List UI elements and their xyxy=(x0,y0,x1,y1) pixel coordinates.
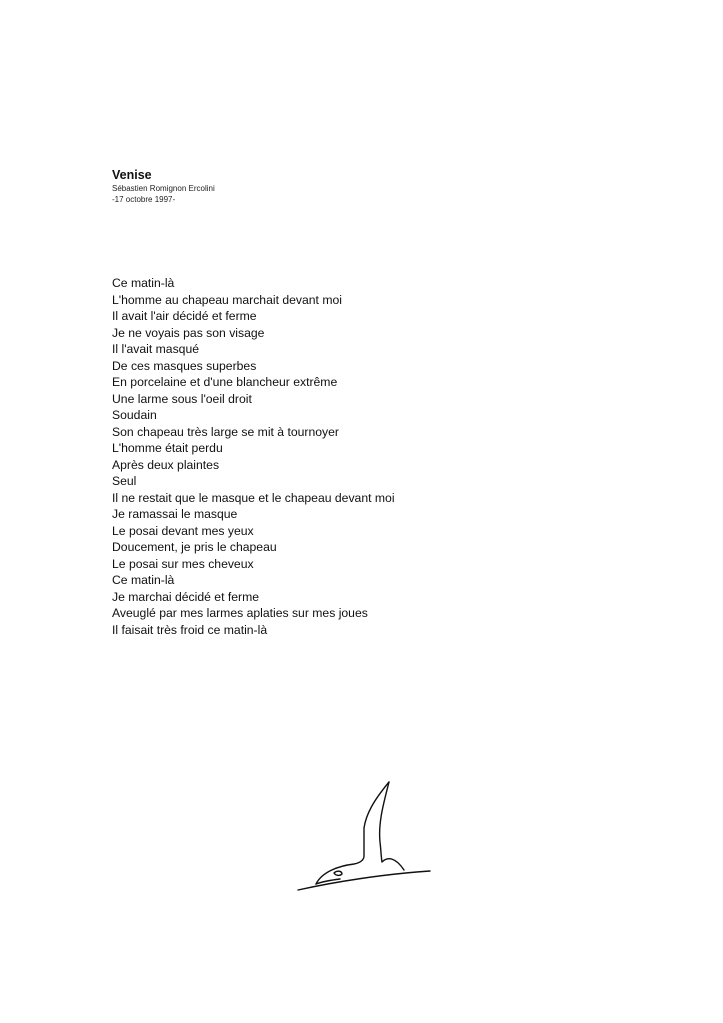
poem-line: Je marchai décidé et ferme xyxy=(112,589,259,604)
poem-line: Aveuglé par mes larmes aplaties sur mes joues xyxy=(112,606,368,620)
poem-line: Seul xyxy=(112,474,137,488)
poem-line: En porcelaine et d'une blancheur extrême xyxy=(112,375,338,389)
poem-body xyxy=(112,275,395,638)
poem-header xyxy=(112,168,215,205)
poem-line: Je ne voyais pas son visage xyxy=(112,325,265,340)
poem-line: Le posai devant mes yeux xyxy=(112,523,254,538)
poem-line: Soudain xyxy=(112,408,157,422)
poem-line: Ce matin-là xyxy=(112,573,175,587)
poem-line: Il faisait très froid ce matin-là xyxy=(112,622,268,637)
poem-line: De ces masques superbes xyxy=(112,358,257,373)
poem-line: Il l'avait masqué xyxy=(112,342,200,356)
bird-sketch-icon xyxy=(294,778,434,894)
poem-line: Le posai sur mes cheveux xyxy=(112,556,254,571)
poem-line: Ce matin-là xyxy=(112,276,175,290)
poem-title: Venise xyxy=(112,168,152,182)
poem-line: Son chapeau très large se mit à tournoyer xyxy=(112,424,339,439)
poem-line: Je ramassai le masque xyxy=(112,507,238,521)
poem-author: Sébastien Romignon Ercolini xyxy=(112,184,215,193)
poem-line: L'homme au chapeau marchait devant moi xyxy=(112,292,342,307)
poem-line: Doucement, je pris le chapeau xyxy=(112,540,277,554)
poem-line: Une larme sous l'oeil droit xyxy=(112,391,252,406)
poem-line: L'homme était perdu xyxy=(112,441,223,455)
poem-date: -17 octobre 1997- xyxy=(112,195,176,204)
poem-line: Après deux plaintes xyxy=(112,457,220,472)
poem-line: Il avait l'air décidé et ferme xyxy=(112,309,257,323)
poem-line: Il ne restait que le masque et le chapeau devant moi xyxy=(112,490,395,505)
